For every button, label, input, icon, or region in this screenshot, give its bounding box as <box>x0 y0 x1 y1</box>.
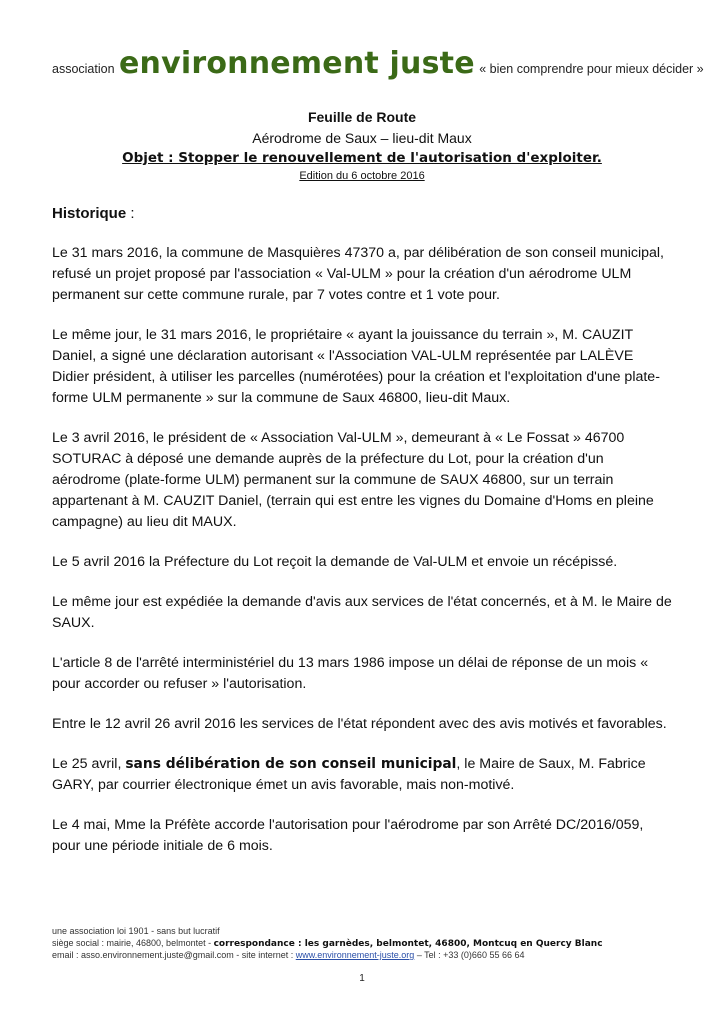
document-body <box>52 203 672 876</box>
footer-correspondence: correspondance : les garnèdes, belmontet, 46800, Montcuq en Quercy Blanc <box>213 938 603 949</box>
footer-line-3 <box>52 950 672 962</box>
paragraph-7: Entre le 12 avril 26 avril 2016 les services de l'état répondent avec des avis motivés et favorables. <box>52 716 667 732</box>
footer <box>52 926 672 962</box>
footer-line-2 <box>52 938 672 951</box>
edition-date: Edition du 6 octobre 2016 <box>299 170 425 182</box>
paragraph-2: Le même jour, le 31 mars 2016, le propriétaire « ayant la jouissance du terrain », M. CAUZIT Daniel, a signé une déclaration autorisant « l'Association VAL-ULM représentée par LALÈVE Didier président, à utiliser les parcelles (numérotées) pour la création et l'exploitation d'une plate-forme ULM permanente » sur la commune de Saux 46800, lieu-dit Maux. <box>52 327 660 406</box>
title-block <box>52 107 672 184</box>
footer-line-1: une association loi 1901 - sans but lucratif <box>52 926 220 936</box>
letterhead-prefix: association <box>52 62 115 76</box>
letterhead <box>52 46 704 81</box>
section-heading-text: Historique <box>52 205 127 222</box>
paragraph-5: Le même jour est expédiée la demande d'avis aux services de l'état concernés, et à M. le Maire de SAUX. <box>52 594 672 631</box>
paragraph-8-end: , le Maire de Saux, M. Fabrice GARY, par courrier électronique émet un avis favorable, mais non-motivé. <box>52 756 646 793</box>
page-number: 1 <box>359 973 365 984</box>
footer-phone: – Tel : +33 (0)660 55 66 64 <box>414 950 525 960</box>
organization-name: environnement juste <box>119 46 475 81</box>
website-link[interactable]: www.environnement-juste.org <box>295 950 415 960</box>
document-subtitle: Aérodrome de Saux – lieu-dit Maux <box>252 130 472 146</box>
paragraph-3: Le 3 avril 2016, le président de « Association Val-ULM », demeurant à « Le Fossat » 46700 SOTURAC à déposé une demande auprès de la préfecture du Lot, pour la création d'un aérodrome (plate-forme ULM) permanent sur la commune de SAUX 46800, sur un terrain appartenant à M. CAUZIT Daniel, (terrain qui est entre les vignes du Domaine d'Homs en pleine campagne) au lieu dit MAUX. <box>52 430 654 530</box>
paragraph-6: L'article 8 de l'arrêté interministériel du 13 mars 1986 impose un délai de réponse de un mois « pour accorder ou refuser » l'autorisation. <box>52 655 649 692</box>
paragraph-8-start: Le 25 avril, <box>52 756 126 772</box>
paragraph-1: Le 31 mars 2016, la commune de Masquières 47370 a, par délibération de son conseil municipal, refusé un projet proposé par l'association « Val-ULM » pour la création d'un aérodrome ULM permanent sur cette commune rurale, par 7 votes contre et 1 vote pour. <box>52 245 665 303</box>
section-heading-suffix: : <box>126 205 135 222</box>
paragraph-8-emphasis: sans délibération de son conseil municipal <box>125 756 457 772</box>
paragraph-9: Le 4 mai, Mme la Préfète accorde l'autorisation pour l'aérodrome par son Arrêté DC/2016/059, pour une période initiale de 6 mois. <box>52 817 644 854</box>
footer-headquarters: siège social : mairie, 46800, belmontet - <box>52 937 214 948</box>
footer-email: email : asso.environnement.juste@gmail.com - site internet : <box>52 950 296 960</box>
document-object: Objet : Stopper le renouvellement de l'autorisation d'exploiter. <box>122 150 602 166</box>
section-heading <box>52 203 672 224</box>
letterhead-tagline: « bien comprendre pour mieux décider » <box>479 62 704 76</box>
document-title: Feuille de Route <box>307 109 417 125</box>
paragraph-8 <box>52 754 672 796</box>
paragraph-4: Le 5 avril 2016 la Préfecture du Lot reçoit la demande de Val-ULM et envoie un récépissé. <box>52 554 618 570</box>
